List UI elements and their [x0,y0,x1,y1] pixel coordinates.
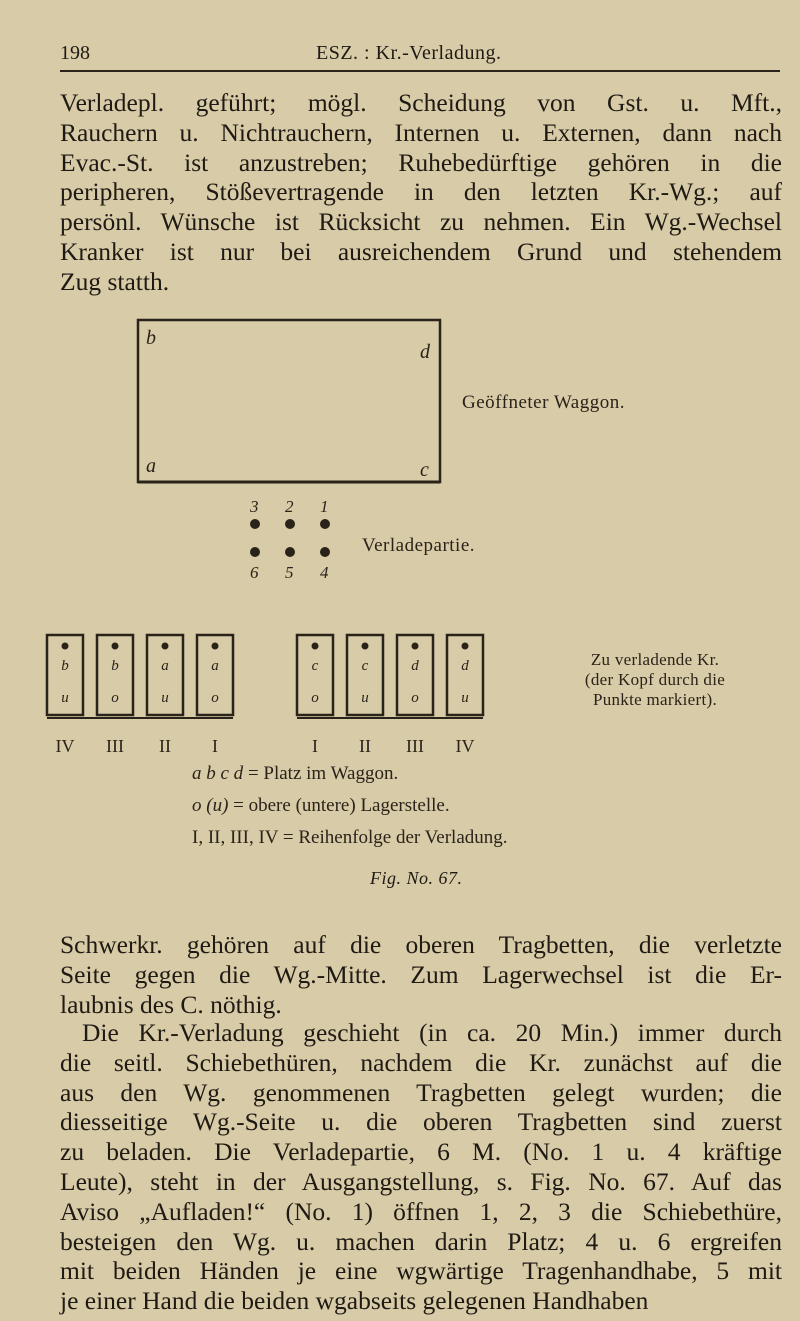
stretcher-place-label: b [111,658,119,674]
legend-text: = Reihenfolge der Verladung. [282,827,508,848]
stretcher-berth-label: o [211,690,219,706]
stretcher-berth-label: o [111,690,119,706]
legend-row-3 [192,827,508,849]
legend-key: o (u) [192,795,229,816]
text-line: zu beladen. Die Verladepartie, 6 M. (No. 1 u. 4 kräftige [60,1137,782,1167]
head-dot [312,643,319,650]
loading-order-numerals [56,736,475,756]
head-dot [212,643,219,650]
loading-order-numeral: I [312,736,318,756]
party-member-dot [250,519,260,529]
stretcher-place-label: d [411,658,419,674]
party-member-dot [285,547,295,557]
head-dot [62,643,69,650]
waggon-corner-top-left: b [146,327,156,349]
party-member-dot [320,547,330,557]
stretcher [197,635,233,715]
stretcher-label [540,650,770,710]
loading-order-numeral: II [159,736,171,756]
loading-order-numeral: IV [455,736,475,756]
stretcher-label-line: (der Kopf durch die [584,670,726,689]
waggon-corner-bottom-right: c [420,459,429,481]
party-number-top: 3 [250,497,259,516]
text-line: Rauchern u. Nichtrauchern, Internen u. Externen, dann nach [60,117,782,147]
paragraph-3 [60,1018,782,1316]
party-member-dot [320,519,330,529]
head-dot [112,643,119,650]
stretcher-place-label: c [361,658,369,674]
figure-caption: Fig. No. 67. [370,868,463,888]
text-line: aus den Wg. genommenen Tragbetten gelegt wurden; die [60,1077,782,1107]
head-dot [412,643,419,650]
text-line: die seitl. Schiebethüren, nachdem die Kr. zunächst auf die [60,1047,782,1077]
stretcher-place-label: b [61,658,69,674]
text-line: Kranker ist nur bei ausreichendem Grund und stehendem [60,236,782,266]
stretchers [47,635,483,718]
loading-order-numeral: I [212,736,218,756]
text-line: Die Kr.-Verladung geschieht (in ca. 20 Min.) immer durch [82,1018,782,1047]
text-line: Aviso „Aufladen!“ (No. 1) öffnen 1, 2, 3 die Schiebethüre, [60,1196,782,1226]
legend-row-2 [192,795,450,817]
party-number-top: 1 [320,497,329,516]
text-line: persönl. Wünsche ist Rücksicht zu nehmen. Ein Wg.-Wechsel [60,207,782,237]
text-line: laubnis des C. nöthig. [60,989,282,1019]
legend-row-1 [192,763,398,785]
waggon-label: Geöffneter Waggon. [462,392,625,413]
text-line: Verladepl. geführt; mögl. Scheidung von Gst. u. Mft., [60,88,782,117]
head-dot [162,643,169,650]
legend-key: a b c d [192,763,244,784]
waggon-corner-top-right: d [420,341,430,363]
stretcher [297,635,333,715]
text-line: mit beiden Händen je eine wgwärtige Tragenhandhabe, 5 mit [60,1256,782,1286]
legend-text: = obere (untere) Lagerstelle. [233,795,450,816]
loading-party [249,497,330,582]
stretcher-berth-label: o [411,690,419,706]
loading-order-numeral: IV [55,736,75,756]
loading-order-numeral: III [406,736,424,756]
party-number-bottom: 5 [285,563,294,582]
party-number-bottom: 4 [320,563,329,582]
text-line: besteigen den Wg. u. machen darin Platz; 4 u. 6 ergreifen [60,1226,782,1256]
stretcher-berth-label: u [161,690,169,706]
stretcher-berth-label: o [311,690,319,706]
stretcher-berth-label: u [461,690,469,706]
header-rule [60,70,780,72]
stretcher [397,635,433,715]
waggon-outline [138,320,440,482]
paragraph-2 [60,930,782,1019]
stretcher-place-label: c [311,658,319,674]
waggon-corner-bottom-left: a [146,455,156,477]
text-line: Evac.-St. ist anzustreben; Ruhebedürftige gehören in die [60,147,782,177]
stretcher-label-line: Punkte markiert). [592,690,718,709]
stretcher-place-label: d [461,658,469,674]
stretcher-berth-label: u [361,690,369,706]
stretcher [47,635,83,715]
stretcher-place-label: a [161,658,169,674]
text-line: diesseitige Wg.-Seite u. die oberen Tragbetten sind zuerst [60,1107,782,1137]
party-number-top: 2 [285,497,294,516]
party-label: Verladepartie. [362,535,476,556]
stretcher [147,635,183,715]
party-member-dot [250,547,260,557]
text-line: Leute), steht in der Ausgangstellung, s. Fig. No. 67. Auf das [60,1166,782,1196]
text-line: Zug statth. [60,266,170,296]
head-dot [462,643,469,650]
stretcher-label-line: Zu verladende Kr. [590,650,720,669]
stretcher [447,635,483,715]
legend-text: = Platz im Waggon. [247,763,399,784]
running-header [60,38,780,66]
text-line: je einer Hand die beiden wgabseits gelegenen Handhaben [60,1286,649,1316]
stretcher [347,635,383,715]
page-number: 198 [60,42,90,64]
loading-order-numeral: II [359,736,371,756]
running-title: ESZ. : Kr.-Verladung. [316,42,502,64]
head-dot [362,643,369,650]
text-line: Seite gegen die Wg.-Mitte. Zum Lagerwechsel ist die Er- [60,959,782,989]
text-line: Schwerkr. gehören auf die oberen Tragbetten, die verletzte [60,930,782,959]
stretcher-berth-label: u [61,690,69,706]
legend-key: I, II, III, IV [192,827,279,848]
party-number-bottom: 6 [250,563,259,582]
text-line: peripheren, Stößevertragende in den letzten Kr.-Wg.; auf [60,177,782,207]
loading-order-numeral: III [106,736,124,756]
stretcher-place-label: a [211,658,219,674]
paragraph-1 [60,88,782,297]
stretcher [97,635,133,715]
party-member-dot [285,519,295,529]
